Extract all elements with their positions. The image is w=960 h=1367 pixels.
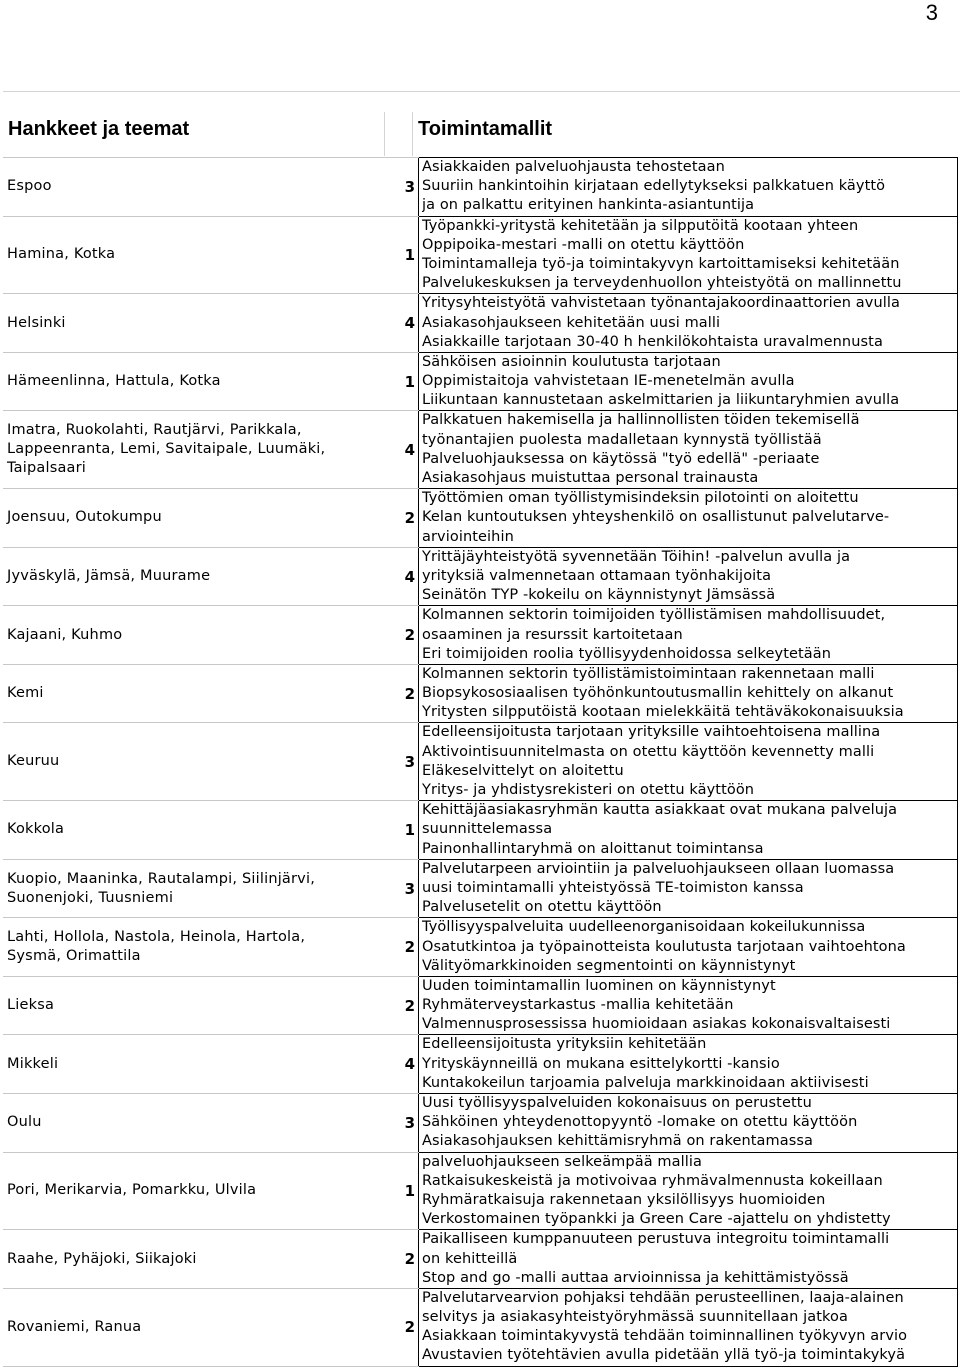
model-item: Palvelukeskuksen ja terveydenhuollon yhteistyötä on mallinnettu bbox=[422, 275, 902, 292]
model-count: 4 bbox=[388, 1035, 419, 1094]
project-name-line: Taipalsaari bbox=[7, 460, 87, 477]
project-name-line: Kemi bbox=[7, 685, 44, 702]
projects-table bbox=[3, 157, 958, 1367]
model-item: yrityksiä valmennetaan ottamaan työnhakijoita bbox=[422, 567, 772, 584]
model-item: Edelleensijoitusta tarjotaan yrityksille vaihtoehtoisena mallina bbox=[422, 724, 881, 741]
model-item: suunnittelemassa bbox=[422, 821, 553, 838]
table-row bbox=[3, 664, 958, 723]
model-item: Avustavien työtehtävien avulla pidetään yllä työ-ja toimintakykyä bbox=[422, 1347, 906, 1364]
model-count: 1 bbox=[388, 801, 419, 860]
models-cell bbox=[419, 1230, 958, 1289]
model-item: Yrityskäynneillä on mukana esittelykortti -kansio bbox=[422, 1055, 780, 1072]
model-item: Ryhmäterveystarkastus -mallia kehitetään bbox=[422, 997, 734, 1014]
column-header-projects: Hankkeet ja teemat bbox=[8, 118, 190, 140]
model-item: Stop and go -malli auttaa arvioinnissa ja kehittämistyössä bbox=[422, 1269, 849, 1286]
project-name-line: Lieksa bbox=[7, 997, 55, 1014]
model-item: Osatutkintoa ja työpainotteista koulutusta tarjotaan vaihtoehtona bbox=[422, 938, 906, 955]
model-item: Asiakkaan toimintakyvystä tehdään toiminnallinen työkyvyn arvio bbox=[422, 1328, 908, 1345]
model-item: Liikuntaan kannustetaan askelmittarien ja liikuntaryhmien avulla bbox=[422, 392, 900, 409]
model-item: Oppimistaitoja vahvistetaan IE-menetelmän avulla bbox=[422, 373, 795, 390]
model-item: Seinätön TYP -kokeilu on käynnistynyt Jämsässä bbox=[422, 587, 776, 604]
model-item: Asiakkaiden palveluohjausta tehostetaan bbox=[422, 159, 725, 175]
model-count: 2 bbox=[388, 664, 419, 723]
model-item: Asiakasohjauksen kehittämisryhmä on rakentamassa bbox=[422, 1133, 814, 1150]
project-name-line: Raahe, Pyhäjoki, Siikajoki bbox=[7, 1250, 197, 1267]
model-item: Yritys- ja yhdistysrekisteri on otettu käyttöön bbox=[422, 782, 755, 798]
models-cell bbox=[419, 976, 958, 1035]
model-count: 1 bbox=[388, 216, 419, 294]
model-item: Yritysyhteistyötä vahvistetaan työnantajakoordinaattorien avulla bbox=[422, 295, 900, 312]
project-name bbox=[3, 606, 388, 665]
models-cell bbox=[419, 723, 958, 801]
model-count: 4 bbox=[388, 294, 419, 353]
project-name bbox=[3, 411, 388, 489]
project-name bbox=[3, 489, 388, 548]
table-row bbox=[3, 216, 958, 294]
table-row bbox=[3, 158, 958, 217]
model-item: Eri toimijoiden roolia työllisyydenhoidossa selkeytetään bbox=[422, 645, 832, 662]
frame-top-divider bbox=[3, 91, 960, 92]
project-name-line: Sysmä, Orimattila bbox=[7, 948, 141, 965]
table-row bbox=[3, 411, 958, 489]
project-name-line: Joensuu, Outokumpu bbox=[7, 509, 162, 526]
model-item: Uusi työllisyyspalveluiden kokonaisuus on perustettu bbox=[422, 1095, 812, 1111]
table-row bbox=[3, 1288, 958, 1366]
table-row bbox=[3, 976, 958, 1035]
model-item: on kehitteillä bbox=[422, 1250, 518, 1267]
header-divider bbox=[384, 112, 385, 156]
model-item: uusi toimintamalli yhteistyössä TE-toimiston kanssa bbox=[422, 879, 804, 896]
model-item: Kolmannen sektorin työllistämistoimintaan rakennetaan malli bbox=[422, 665, 875, 682]
model-item: selvitys ja asiakasyhteistyöryhmässä suunnitellaan jatkoa bbox=[422, 1309, 848, 1326]
table-row bbox=[3, 606, 958, 665]
project-name-line: Kuopio, Maaninka, Rautalampi, Siilinjärvi, bbox=[7, 870, 316, 887]
model-item: Työttömien oman työllistymisindeksin pilotointi on aloitettu bbox=[422, 490, 859, 507]
table-row bbox=[3, 489, 958, 548]
project-name-line: Kajaani, Kuhmo bbox=[7, 626, 123, 643]
project-name-line: Lahti, Hollola, Nastola, Heinola, Hartola, bbox=[7, 929, 306, 946]
model-item: Suuriin hankintoihin kirjataan edellytykseksi palkkatuen käyttö bbox=[422, 178, 886, 195]
model-count: 2 bbox=[388, 606, 419, 665]
model-item: Ryhmäratkaisuja rakennetaan yksilöllisyys huomioiden bbox=[422, 1191, 826, 1208]
model-item: Verkostomainen työpankki ja Green Care -ajattelu on yhdistetty bbox=[422, 1211, 891, 1228]
project-name-line: Kokkola bbox=[7, 821, 65, 838]
project-name-line: Hamina, Kotka bbox=[7, 246, 116, 263]
project-name-line: Helsinki bbox=[7, 314, 66, 331]
model-item: Kehittäjäasiakasryhmän kautta asiakkaat ovat mukana palveluja bbox=[422, 802, 898, 819]
models-cell bbox=[419, 352, 958, 411]
project-name-line: Oulu bbox=[7, 1114, 42, 1131]
model-item: Palvelutarvearvion pohjaksi tehdään perusteellinen, laaja-alainen bbox=[422, 1289, 904, 1306]
model-item: Palkkatuen hakemisella ja hallinnollisten töiden tekemisellä bbox=[422, 412, 860, 429]
model-item: Uuden toimintamallin luominen on käynnistynyt bbox=[422, 977, 776, 994]
model-item: Painonhallintaryhmä on aloittanut toimintansa bbox=[422, 840, 764, 857]
table-row bbox=[3, 723, 958, 801]
table-row bbox=[3, 801, 958, 860]
model-item: Eläkeselvittelyt on aloitettu bbox=[422, 762, 624, 779]
project-name bbox=[3, 664, 388, 723]
table-row bbox=[3, 1230, 958, 1289]
project-name-line: Pori, Merikarvia, Pomarkku, Ulvila bbox=[7, 1182, 257, 1199]
model-item: Kelan kuntoutuksen yhteyshenkilö on osallistunut palvelutarve- bbox=[422, 509, 890, 526]
table-row bbox=[3, 918, 958, 977]
model-item: Toimintamalleja työ-ja toimintakyvyn kartoittamiseksi kehitetään bbox=[422, 255, 900, 272]
models-cell bbox=[419, 294, 958, 353]
models-cell bbox=[419, 859, 958, 918]
model-item: Palveluohjauksessa on käytössä "työ edellä" -periaate bbox=[422, 450, 820, 467]
model-count: 2 bbox=[388, 976, 419, 1035]
project-name bbox=[3, 294, 388, 353]
model-item: Sähköinen yhteydenottopyyntö -lomake on otettu käyttöön bbox=[422, 1114, 858, 1131]
column-header-models: Toimintamallit bbox=[418, 118, 553, 140]
project-name bbox=[3, 547, 388, 606]
model-item: osaaminen ja resurssit kartoitetaan bbox=[422, 626, 683, 643]
project-name-line: Jyväskylä, Jämsä, Muurame bbox=[7, 568, 211, 585]
model-item: Työpankki-yritystä kehitetään ja silpputöitä kootaan yhteen bbox=[422, 217, 859, 234]
project-name bbox=[3, 801, 388, 860]
model-item: Yrittäjäyhteistyötä syvennetään Töihin! -palvelun avulla ja bbox=[422, 548, 851, 565]
model-item: Ratkaisukeskeistä ja motivoivaa ryhmävalmennusta kokeillaan bbox=[422, 1172, 883, 1189]
project-name-line: Espoo bbox=[7, 178, 52, 195]
model-item: Edelleensijoitusta yrityksiin kehitetään bbox=[422, 1036, 707, 1053]
model-count: 1 bbox=[388, 352, 419, 411]
model-item: ja on palkattu erityinen hankinta-asiantuntija bbox=[422, 197, 755, 214]
model-item: Työllisyyspalveluita uudelleenorganisoidaan kokeilukunnissa bbox=[422, 919, 866, 936]
table-row bbox=[3, 547, 958, 606]
table-row bbox=[3, 1094, 958, 1153]
project-name-line: Rovaniemi, Ranua bbox=[7, 1318, 142, 1335]
project-name-line: Imatra, Ruokolahti, Rautjärvi, Parikkala, bbox=[7, 422, 302, 439]
model-count: 2 bbox=[388, 918, 419, 977]
model-count: 2 bbox=[388, 489, 419, 548]
page-number: 3 bbox=[925, 0, 938, 25]
project-name bbox=[3, 1035, 388, 1094]
models-cell bbox=[419, 216, 958, 294]
project-name bbox=[3, 216, 388, 294]
project-name bbox=[3, 723, 388, 801]
table-body bbox=[3, 158, 958, 1367]
model-item: Yritysten silpputöistä kootaan mielekkäitä tehtäväkokonaisuuksia bbox=[422, 704, 904, 721]
models-cell bbox=[419, 918, 958, 977]
table-row bbox=[3, 859, 958, 918]
models-cell bbox=[419, 547, 958, 606]
model-count: 3 bbox=[388, 859, 419, 918]
models-cell bbox=[419, 1288, 958, 1366]
models-cell bbox=[419, 801, 958, 860]
model-item: Kolmannen sektorin toimijoiden työllistämisen mahdollisuudet, bbox=[422, 607, 886, 624]
model-item: Palvelutarpeen arviointiin ja palveluohjaukseen ollaan luomassa bbox=[422, 860, 895, 877]
header-divider bbox=[412, 112, 413, 156]
models-cell bbox=[419, 664, 958, 723]
model-item: Asiakasohjaus muistuttaa personal trainausta bbox=[422, 470, 759, 486]
models-cell bbox=[419, 1152, 958, 1230]
models-cell bbox=[419, 606, 958, 665]
project-name bbox=[3, 1094, 388, 1153]
project-name bbox=[3, 859, 388, 918]
model-item: Paikalliseen kumppanuuteen perustuva integroitu toimintamalli bbox=[422, 1231, 890, 1248]
model-item: palveluohjaukseen selkeämpää mallia bbox=[422, 1153, 702, 1170]
project-name bbox=[3, 976, 388, 1035]
models-cell bbox=[419, 1094, 958, 1153]
project-name bbox=[3, 1288, 388, 1366]
model-item: Sähköisen asioinnin koulutusta tarjotaan bbox=[422, 353, 721, 370]
project-name-line: Suonenjoki, Tuusniemi bbox=[7, 889, 174, 906]
model-item: Aktivointisuunnitelmasta on otettu käyttöön kevennetty malli bbox=[422, 743, 875, 760]
models-cell bbox=[419, 158, 958, 217]
models-cell bbox=[419, 489, 958, 548]
project-name-line: Mikkeli bbox=[7, 1055, 59, 1072]
table-row bbox=[3, 1035, 958, 1094]
models-cell bbox=[419, 411, 958, 489]
model-item: Palvelusetelit on otettu käyttöön bbox=[422, 899, 662, 916]
table-row bbox=[3, 294, 958, 353]
project-name-line: Hämeenlinna, Hattula, Kotka bbox=[7, 373, 221, 390]
project-name bbox=[3, 1230, 388, 1289]
model-count: 2 bbox=[388, 1230, 419, 1289]
model-item: Kuntakokeilun tarjoamia palveluja markkinoidaan aktiivisesti bbox=[422, 1074, 869, 1091]
model-item: Asiakasohjaukseen kehitetään uusi malli bbox=[422, 314, 721, 331]
model-item: Välityömarkkinoiden segmentointi on käynnistynyt bbox=[422, 957, 796, 974]
table-row bbox=[3, 1152, 958, 1230]
models-cell bbox=[419, 1035, 958, 1094]
model-count: 3 bbox=[388, 158, 419, 217]
project-name-line: Lappeenranta, Lemi, Savitaipale, Luumäki, bbox=[7, 441, 326, 458]
model-count: 1 bbox=[388, 1152, 419, 1230]
project-name bbox=[3, 158, 388, 217]
table-row bbox=[3, 352, 958, 411]
model-item: Biopsykososiaalisen työhönkuntoutusmallin kehittely on alkanut bbox=[422, 685, 894, 702]
model-item: Asiakkaille tarjotaan 30-40 h henkilökohtaista uravalmennusta bbox=[422, 333, 883, 350]
model-count: 2 bbox=[388, 1288, 419, 1366]
model-item: Oppipoika-mestari -malli on otettu käyttöön bbox=[422, 236, 745, 253]
model-count: 3 bbox=[388, 723, 419, 801]
project-name-line: Keuruu bbox=[7, 753, 60, 770]
project-name bbox=[3, 1152, 388, 1230]
model-count: 4 bbox=[388, 411, 419, 489]
model-item: Valmennusprosessissa huomioidaan asiakas kokonaisvaltaisesti bbox=[422, 1016, 891, 1033]
model-count: 4 bbox=[388, 547, 419, 606]
model-count: 3 bbox=[388, 1094, 419, 1153]
model-item: työnantajien puolesta madalletaan kynnystä työllistää bbox=[422, 431, 822, 448]
project-name bbox=[3, 918, 388, 977]
model-item: arviointeihin bbox=[422, 528, 514, 545]
project-name bbox=[3, 352, 388, 411]
